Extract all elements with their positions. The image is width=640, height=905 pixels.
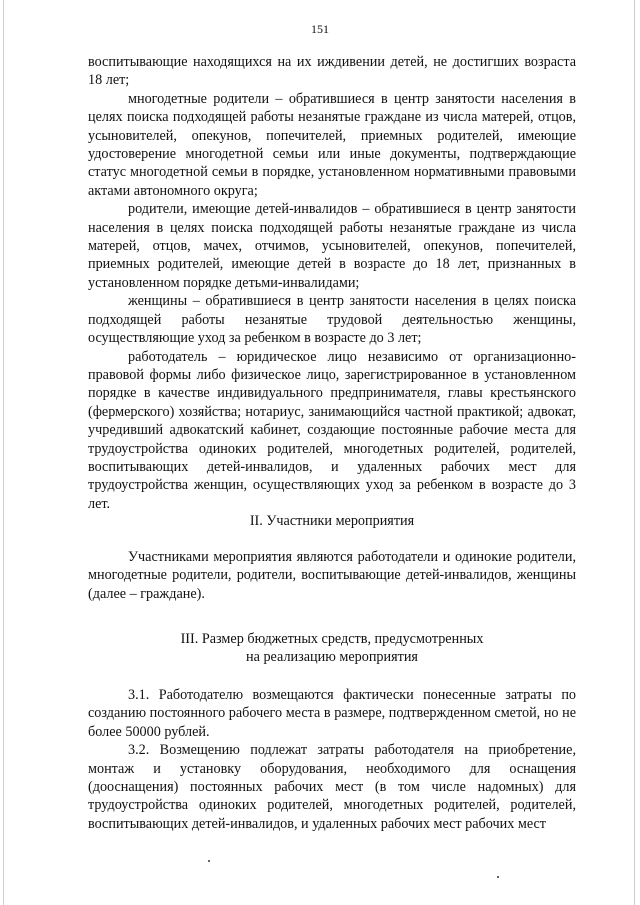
paragraph-3-2: 3.2. Возмещению подлежат затраты работодателя на приобретение, монтаж и установку оборудования, необходимого для оснащения (дооснащения) постоянных рабочих мест (в том числе надомных) для трудоустройства одиноких родителей, многодетных родителей, родителей, воспитывающих детей-инвалидов, и удаленных рабочих мест рабочих мест bbox=[88, 742, 576, 832]
paragraph-women: женщины – обратившиеся в центр занятости населения в целях поиска подходящей работы незанятые трудовой деятельностью женщины, осуществляющие уход за ребенком в возрасте до 3 лет; bbox=[88, 293, 576, 347]
paragraph-3-1: 3.1. Работодателю возмещаются фактически понесенные затраты по созданию постоянного рабочего места в размере, подтвержденном сметой, но не более 50000 рублей. bbox=[88, 687, 576, 740]
page-number: 151 bbox=[311, 22, 329, 36]
scan-speck bbox=[208, 860, 210, 862]
section-2-heading bbox=[88, 512, 576, 530]
definitions-block bbox=[88, 53, 576, 513]
left-scan-edge bbox=[3, 0, 4, 905]
participants-paragraph: Участниками мероприятия являются работодатели и одинокие родители, многодетные родители, родители, воспитывающие детей-инвалидов, женщины (далее – граждане). bbox=[88, 549, 576, 602]
section-3-heading bbox=[88, 630, 576, 667]
paragraph-employer: работодатель – юридическое лицо независимо от организационно-правовой формы либо физическое лицо, зарегистрированное в установленном порядке в качестве индивидуального предпринимателя, главы крестьянского (фермерского) хозяйства; нотариус, занимающийся частной практикой; адвокат, учредивший адвокатский кабинет, создающие постоянные рабочие места для трудоустройства одиноких родителей, многодетных родителей, родителей, воспитывающих детей-инвалидов, и удаленных рабочих мест для трудоустройства женщин, осуществляющих уход за ребенком в возрасте до 3 лет. bbox=[88, 348, 576, 512]
section-3-title-line-1: III. Размер бюджетных средств, предусмотренных bbox=[180, 631, 484, 647]
section-2-body bbox=[88, 548, 576, 603]
section-3-body bbox=[88, 686, 576, 833]
section-2-title: II. Участники мероприятия bbox=[249, 513, 415, 529]
paragraph-continuation: воспитывающие находящихся на их иждивении детей, не достигших возраста 18 лет; bbox=[88, 54, 576, 89]
paragraph-large-families: многодетные родители – обратившиеся в центр занятости населения в целях поиска подходящей работы незанятые граждане из числа матерей, отцов, усыновителей, опекунов, попечителей, приемных родителей, имеющие удостоверение многодетной семьи или иные документы, подтверждающие статус многодетной семьи в порядке, установленном нормативными правовыми актами автономного округа; bbox=[88, 90, 576, 199]
scan-speck bbox=[497, 876, 499, 878]
paragraph-parents-disabled-children: родители, имеющие детей-инвалидов – обратившиеся в центр занятости населения в целях поиска подходящей работы незанятые граждане из числа матерей, отцов, мачех, отчимов, усыновителей, опекунов, попечителей, приемных родителей, имеющие детей в возрасте до 18 лет, признанных в установленном порядке детьми-инвалидами; bbox=[88, 201, 576, 291]
section-3-title-line-2: на реализацию мероприятия bbox=[246, 649, 418, 666]
right-scan-edge bbox=[634, 0, 635, 905]
